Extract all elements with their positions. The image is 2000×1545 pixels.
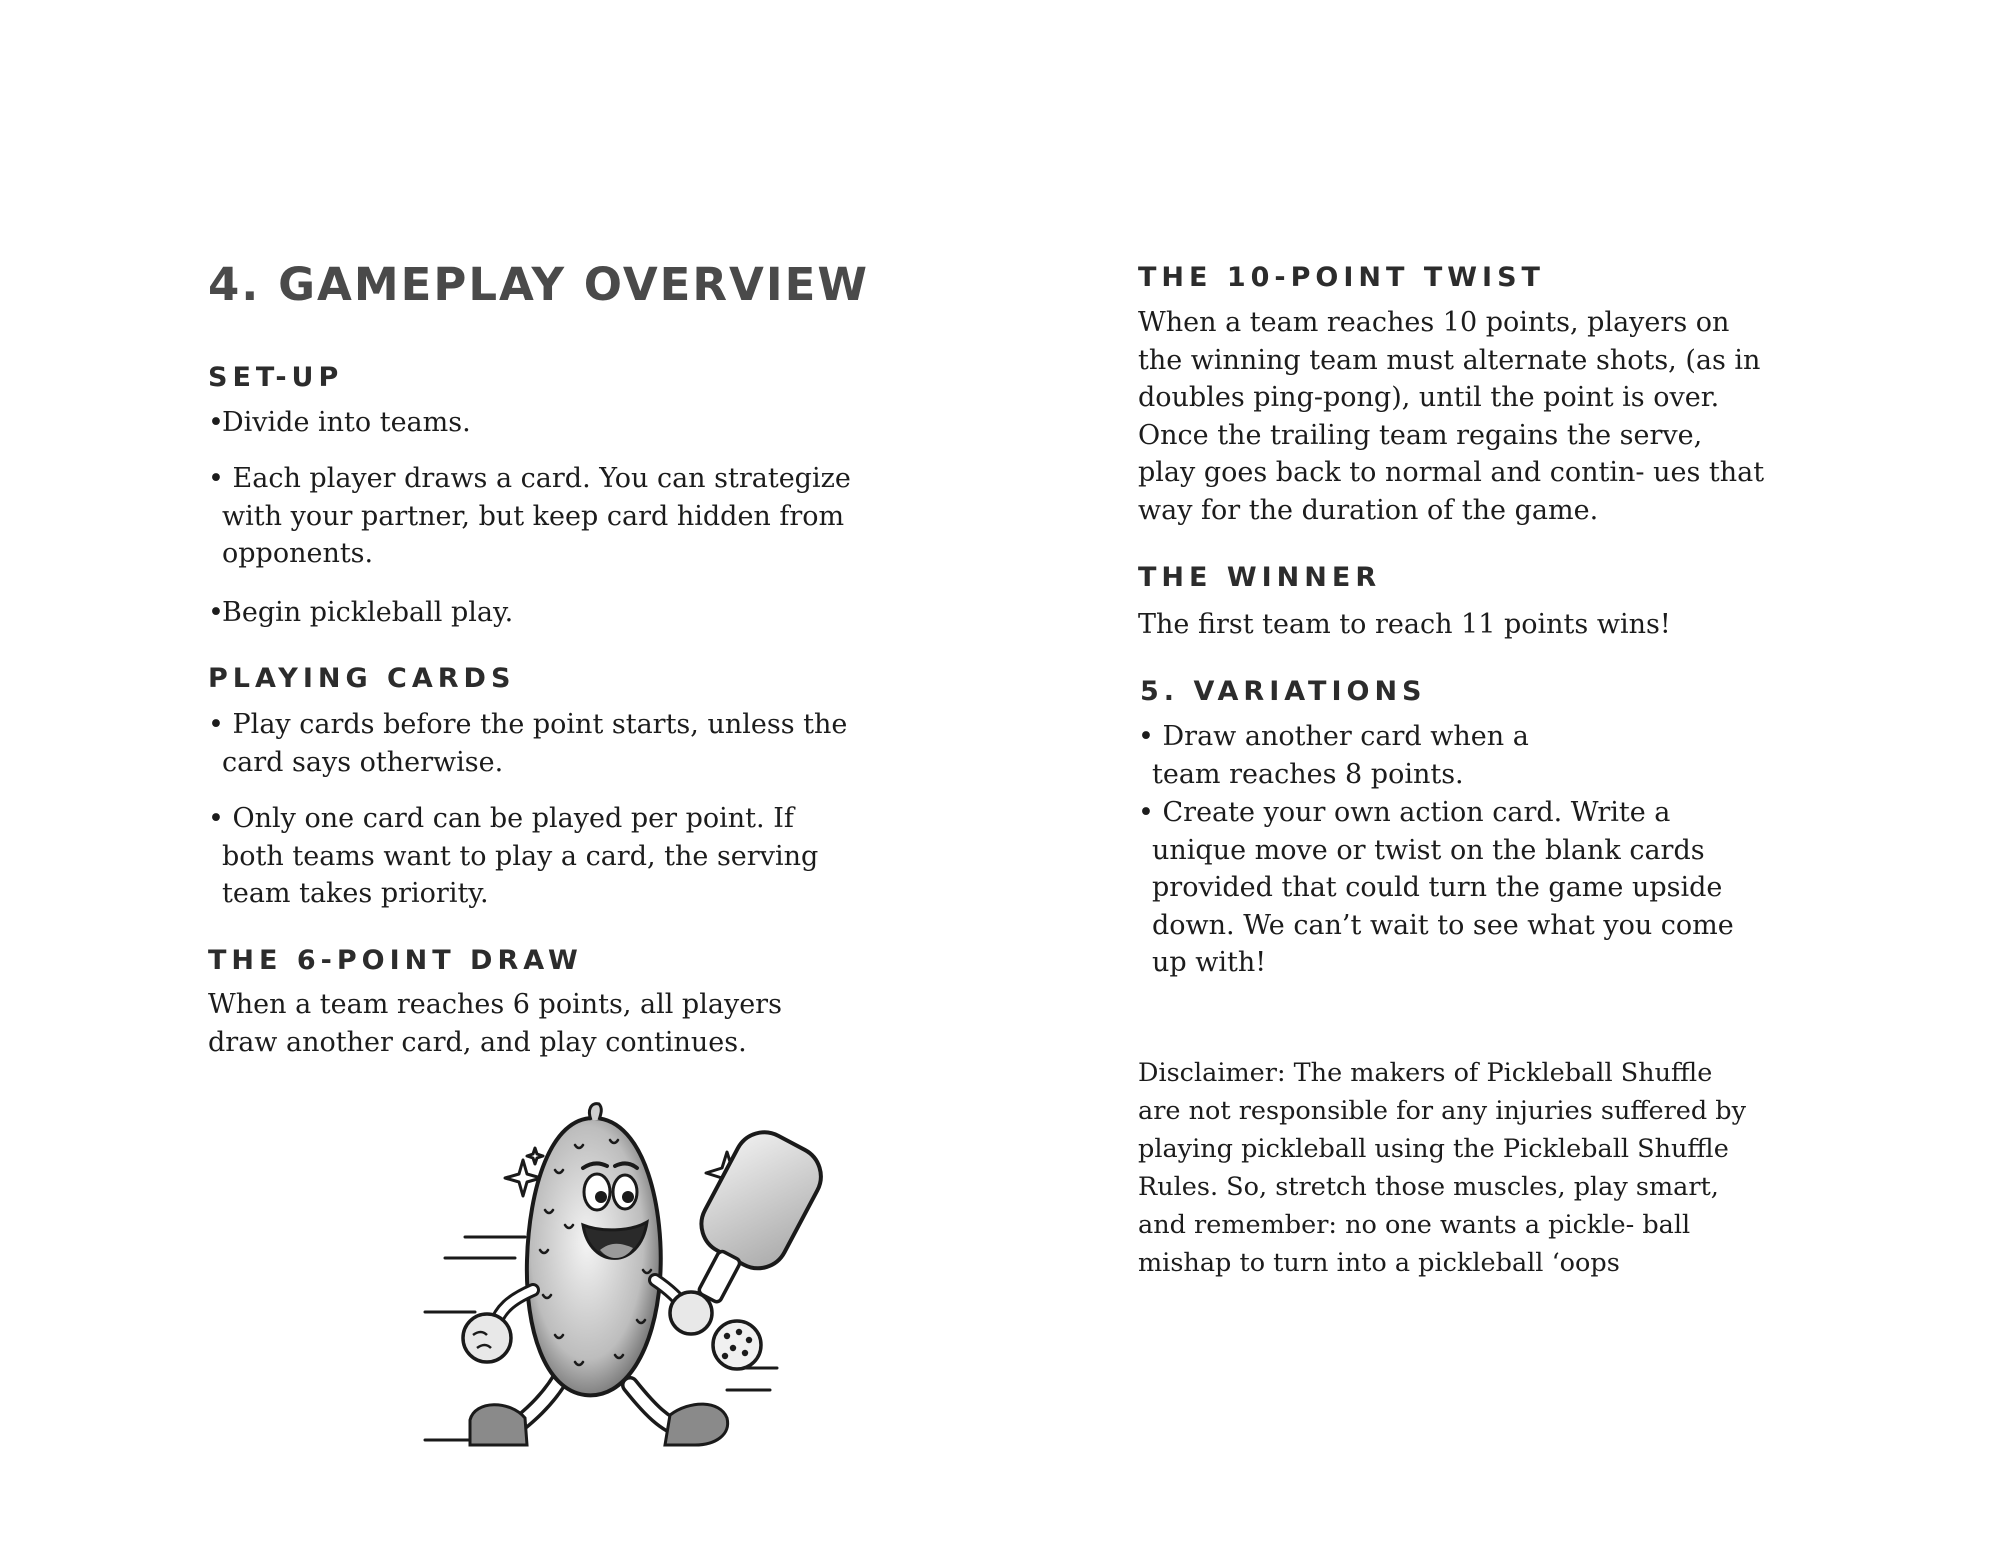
setup-bullet-3-text: Begin pickleball play. [222,597,514,628]
setup-bullet-1-text: Divide into teams. [222,407,471,438]
bullet-dot: • [208,407,224,438]
bullet-dot: • [1138,797,1163,828]
disclaimer-text: Disclaimer: The makers of Pickleball Shuffle are not responsible for any injuries suffered by playing pickleball using the Pickleball Shuffle Rules. So, stretch those muscles, play smart, and remember: no one wants a pickle- ball mishap to turn into a pickleball ‘oops [1138,1058,1747,1278]
variations-bullet-2 [1138,794,1752,982]
ten-point-body: When a team reaches 10 points, players on the winning team must alternate shots, (as in doubles ping-pong), until the point is over. Once the trailing team regains the serve, play goes back to normal and contin- ues that way for the duration of the game. [1138,307,1765,526]
setup-bullet-3 [208,594,862,632]
setup-heading: SET-UP [208,362,344,393]
playing-cards-bullet-2-text: Only one card can be played per point. If both teams want to play a card, the serving team takes priority. [222,803,819,909]
ten-point-heading: THE 10-POINT TWIST [1138,262,1545,293]
setup-bullet-2-text: Each player draws a card. You can strategize with your partner, but keep card hidden from opponents. [222,463,851,569]
variations-bullet-1 [1138,718,1572,793]
bullet-dot: • [208,597,224,628]
bullet-dot: • [208,463,233,494]
playing-cards-bullet-1 [208,706,862,781]
variations-bullet-2-text: Create your own action card. Write a unique move or twist on the blank cards provided that could turn the game upside down. We can’t wait to see what you come up with! [1152,797,1734,978]
variations-heading: 5. VARIATIONS [1140,676,1427,707]
bullet-dot: • [208,709,233,740]
winner-body: The first team to reach 11 points wins! [1138,609,1671,640]
setup-bullet-1 [208,404,862,442]
variations-bullet-1-text: Draw another card when a team reaches 8 points. [1152,721,1529,790]
page-title: 4. GAMEPLAY OVERVIEW [208,258,869,311]
six-point-body: When a team reaches 6 points, all players draw another card, and play continues. [208,989,782,1058]
playing-cards-bullet-2 [208,800,862,913]
playing-cards-bullet-1-text: Play cards before the point starts, unless the card says otherwise. [222,709,848,778]
bullet-dot: • [208,803,233,834]
pickle-mascot-icon [415,1100,915,1460]
winner-heading: THE WINNER [1138,562,1382,593]
playing-cards-heading: PLAYING CARDS [208,663,516,694]
bullet-dot: • [1138,721,1163,752]
six-point-heading: THE 6-POINT DRAW [208,945,583,976]
setup-bullet-2 [208,460,862,573]
